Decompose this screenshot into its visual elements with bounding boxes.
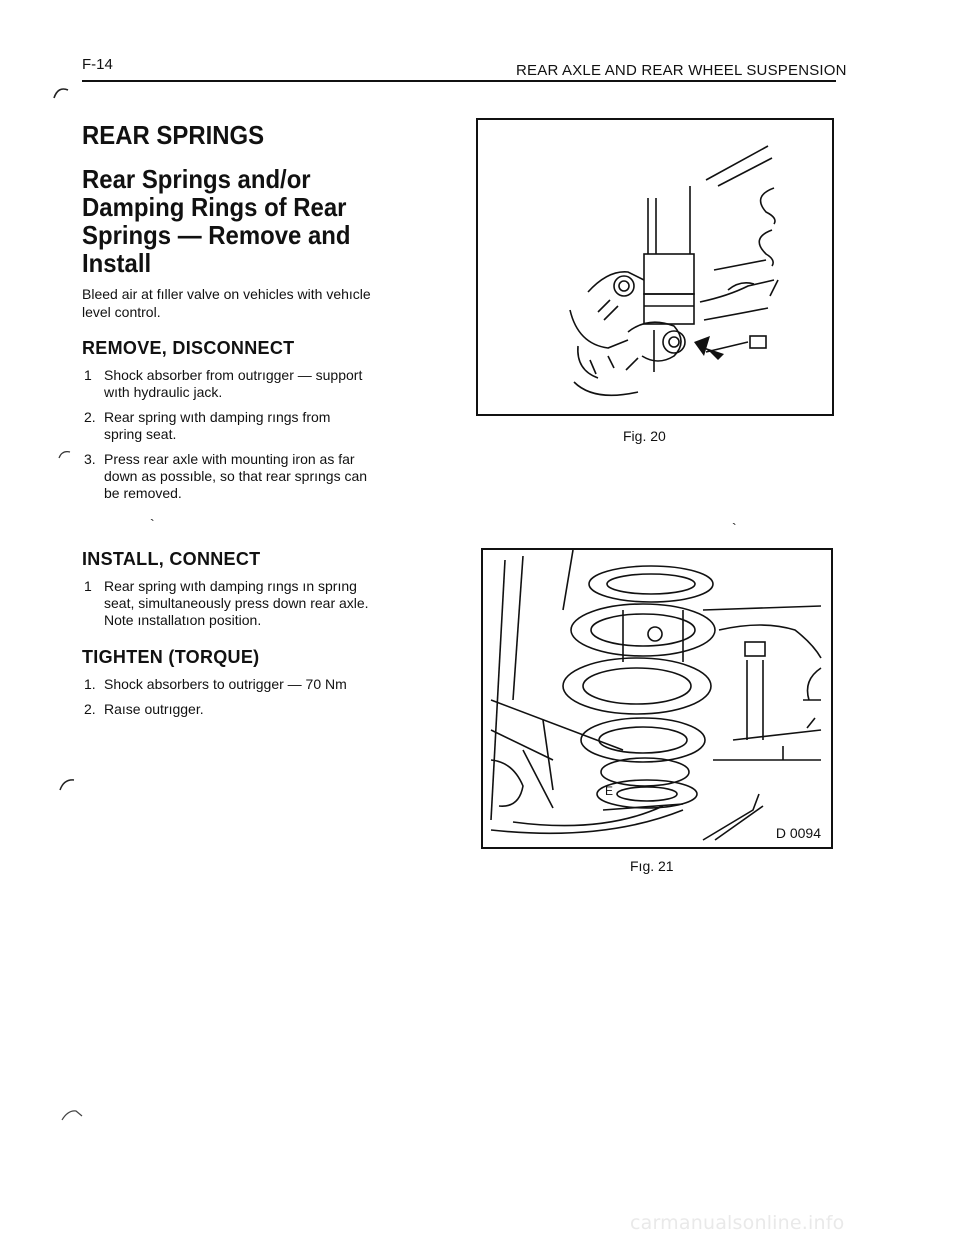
figure-21	[481, 548, 833, 849]
step-item	[84, 578, 394, 629]
section-heading-remove: REMOVE, DISCONNECT	[82, 338, 295, 358]
intro-line: Bleed air at fıller valve on vehicles with vehıcle	[82, 286, 371, 302]
step-line: Raıse outrıgger.	[104, 701, 204, 717]
section-heading-install: INSTALL, CONNECT	[82, 549, 261, 569]
step-line: down as possıble, so that rear sprıngs can	[104, 468, 368, 484]
figure-20-caption: Fig. 20	[623, 428, 666, 444]
step-number: 1	[84, 578, 92, 594]
step-item	[84, 409, 394, 443]
scan-mark: `	[150, 516, 155, 532]
step-number: 2.	[84, 409, 96, 425]
step-line: Note ınstallatıon position.	[104, 612, 262, 628]
section-header: REAR AXLE AND REAR WHEEL SUSPENSION	[516, 62, 847, 79]
margin-mark	[58, 448, 72, 460]
step-line: Shock absorber from outrıgger — support	[104, 367, 363, 383]
step-item	[84, 676, 394, 693]
procedure-title-line: Rear Springs and/or	[82, 164, 311, 194]
page-title: REAR SPRINGS	[82, 120, 265, 150]
step-line: spring seat.	[104, 426, 177, 442]
figure-21-code: D 0094	[775, 825, 821, 841]
install-steps	[84, 578, 394, 637]
svg-text:E: E	[605, 784, 614, 798]
step-number: 2.	[84, 701, 96, 717]
step-line: be removed.	[104, 485, 182, 501]
figure-21-caption: Fıg. 21	[630, 858, 674, 874]
step-line: Rear spring wıth damping rıngs ın sprıng	[104, 578, 357, 594]
step-line: Rear spring wıth damping rıngs from	[104, 409, 331, 425]
margin-mark	[58, 776, 78, 792]
margin-mark	[52, 84, 72, 100]
step-line: Press rear axle with mounting iron as far	[104, 451, 355, 467]
procedure-title-line: Springs — Remove and	[82, 220, 351, 250]
step-item	[84, 451, 394, 502]
tighten-steps	[84, 676, 394, 726]
step-number: 1	[84, 367, 92, 383]
watermark: carmanualsonline.info	[630, 1212, 845, 1234]
procedure-title	[82, 165, 376, 277]
figure-20	[476, 118, 834, 416]
procedure-title-line: Damping Rings of Rear	[82, 192, 347, 222]
step-line: Shock absorbers to outrigger — 70 Nm	[104, 676, 347, 692]
header-rule	[82, 80, 836, 82]
step-number: 1.	[84, 676, 96, 692]
margin-mark	[60, 1106, 86, 1122]
step-item	[84, 367, 394, 401]
intro-line: level control.	[82, 304, 161, 320]
remove-steps	[84, 367, 394, 510]
page-code: F-14	[82, 56, 113, 73]
procedure-title-line: Install	[82, 248, 152, 278]
shock-absorber-illustration	[478, 120, 832, 414]
step-item	[84, 701, 394, 718]
step-number: 3.	[84, 451, 96, 467]
step-line: wıth hydraulic jack.	[104, 384, 223, 400]
section-heading-tighten: TIGHTEN (TORQUE)	[82, 647, 260, 667]
intro-text	[82, 285, 402, 321]
step-line: seat, simultaneously press down rear axle.	[104, 595, 369, 611]
scan-mark: `	[732, 520, 737, 536]
coil-spring-illustration	[483, 550, 831, 847]
